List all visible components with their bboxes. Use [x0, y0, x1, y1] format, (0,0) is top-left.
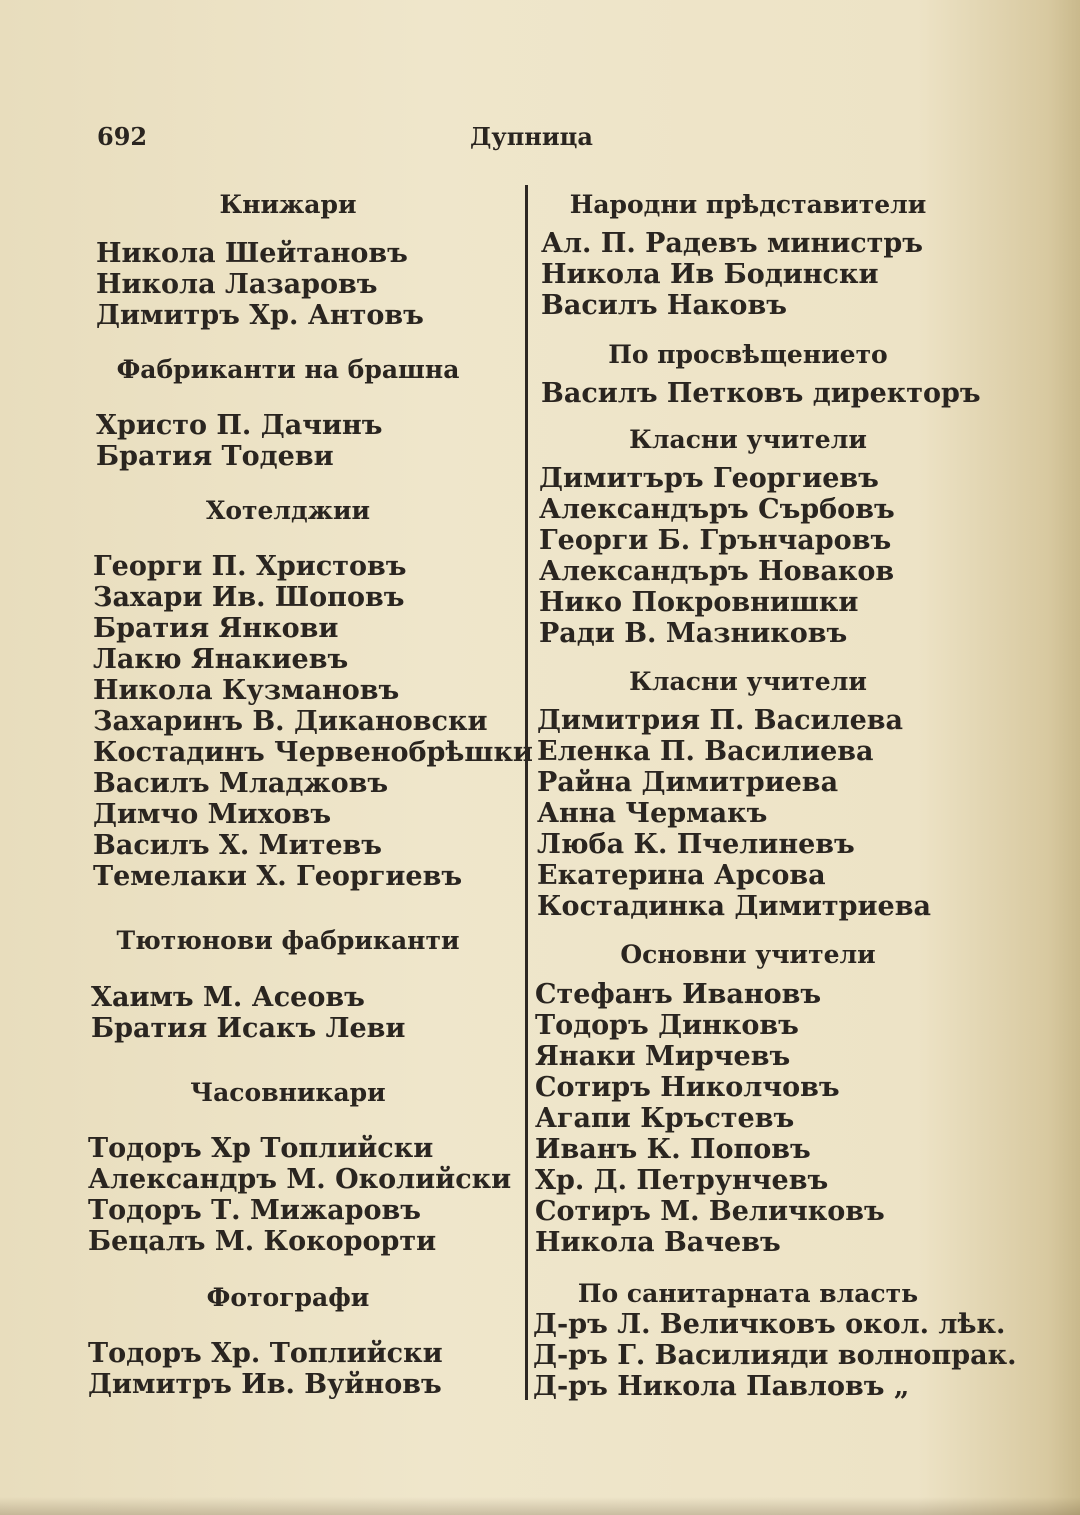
list-item: Нико Покровнишки: [539, 587, 859, 618]
section-title: Хотелджии: [205, 496, 371, 525]
list-item: Димитръ Хр. Антовъ: [96, 300, 424, 331]
section-title: Класни учители: [629, 425, 867, 454]
list-item: Тодоръ Хр. Топлийски: [88, 1338, 443, 1369]
list-item: Георги П. Христовъ: [93, 551, 407, 582]
list-item: Тодоръ Динковъ: [535, 1010, 799, 1041]
list-item: Тодоръ Хр Топлийски: [88, 1133, 434, 1164]
list-item: Костадинъ Червенобрѣшки: [93, 737, 533, 768]
list-item: Василъ Младжовъ: [93, 768, 389, 799]
list-item: Братия Янкови: [93, 613, 339, 644]
list-item: Райна Димитриева: [537, 767, 839, 798]
list-item: Братия Тодеви: [96, 441, 334, 472]
list-item: Димитръ Ив. Вуйновъ: [88, 1369, 442, 1400]
list-item: Никола Лазаровъ: [96, 269, 378, 300]
section-title: Народни прѣдставители: [569, 190, 927, 219]
list-item: Екатерина Арсова: [537, 860, 826, 891]
list-item: Ради В. Мазниковъ: [539, 618, 848, 649]
list-item: Захари Ив. Шоповъ: [93, 582, 405, 613]
list-item: Д-ръ Никола Павловъ „: [533, 1371, 910, 1402]
list-item: Анна Чермакъ: [537, 798, 768, 829]
list-item: Д-ръ Л. Величковъ окол. лѣк.: [533, 1309, 1006, 1340]
list-item: Василъ Х. Митевъ: [93, 830, 382, 861]
list-item: Сотиръ Николчовъ: [535, 1072, 840, 1103]
list-item: Георги Б. Грънчаровъ: [539, 525, 892, 556]
list-item: Ал. П. Радевъ министръ: [541, 228, 923, 259]
list-item: Хр. Д. Петрунчевъ: [535, 1165, 829, 1196]
list-item: Димитъръ Георгиевъ: [539, 463, 879, 494]
list-item: Никола Вачевъ: [535, 1227, 781, 1258]
section-title: Класни учители: [629, 667, 867, 696]
section-title: По санитарната власть: [577, 1279, 919, 1308]
list-item: Д-ръ Г. Василияди волнопрак.: [533, 1340, 1017, 1371]
page-number: 692: [97, 122, 148, 151]
list-item: Хаимъ М. Асеовъ: [91, 982, 365, 1013]
running-head: Дупница: [470, 122, 593, 151]
list-item: Костадинка Димитриева: [537, 891, 931, 922]
section-title: Фабриканти на брашна: [116, 355, 460, 384]
section-title: Основни учители: [620, 940, 876, 969]
list-item: Димитрия П. Василева: [537, 705, 904, 736]
list-item: Сотиръ М. Величковъ: [535, 1196, 885, 1227]
list-item: Василъ Петковъ директоръ: [541, 378, 981, 409]
list-item: Еленка П. Василиева: [537, 736, 874, 767]
list-item: Агапи Кръстевъ: [535, 1103, 795, 1134]
section-title: По просвѣщението: [608, 340, 888, 369]
list-item: Братия Исакъ Леви: [91, 1013, 406, 1044]
column-divider: [525, 185, 528, 1400]
list-item: Иванъ К. Поповъ: [535, 1134, 811, 1165]
list-item: Люба К. Пчелиневъ: [537, 829, 855, 860]
list-item: Александръ М. Околийски: [88, 1164, 512, 1195]
section-title: Часовникари: [190, 1078, 386, 1107]
list-item: Христо П. Дачинъ: [96, 410, 383, 441]
list-item: Никола Кузмановъ: [93, 675, 400, 706]
section-title: Тютюнови фабриканти: [116, 926, 460, 955]
page-edge-shadow: [0, 1497, 1080, 1515]
list-item: Захаринъ В. Дикановски: [93, 706, 488, 737]
list-item: Темелаки Х. Георгиевъ: [93, 861, 463, 892]
list-item: Стефанъ Ивановъ: [535, 979, 822, 1010]
list-item: Никола Ив Бодински: [541, 259, 879, 290]
list-item: Александъръ Новаков: [539, 556, 895, 587]
list-item: Лакю Янакиевъ: [93, 644, 349, 675]
list-item: Димчо Миховъ: [93, 799, 332, 830]
list-item: Янаки Мирчевъ: [535, 1041, 791, 1072]
section-title: Книжари: [219, 190, 357, 219]
list-item: Никола Шейтановъ: [96, 238, 408, 269]
list-item: Бецалъ М. Кокорорти: [88, 1226, 437, 1257]
list-item: Александъръ Сърбовъ: [539, 494, 895, 525]
list-item: Василъ Наковъ: [541, 290, 787, 321]
section-title: Фотографи: [206, 1283, 370, 1312]
list-item: Тодоръ Т. Мижаровъ: [88, 1195, 422, 1226]
